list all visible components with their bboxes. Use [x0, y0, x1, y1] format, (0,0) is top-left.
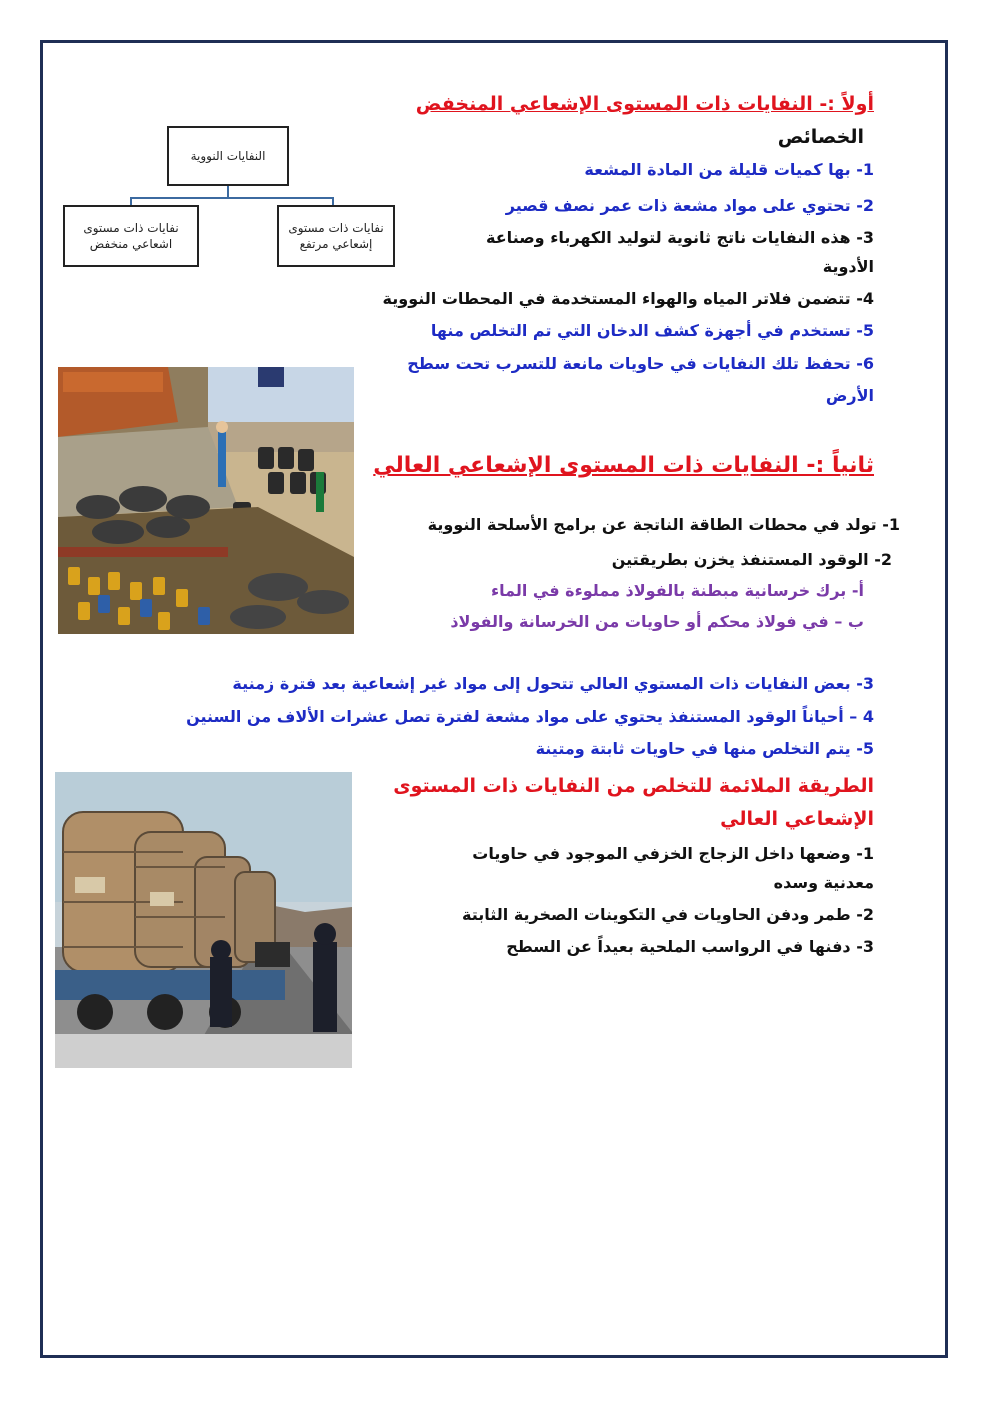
diagram-root-label: النفايات النووية — [190, 149, 266, 163]
section3-item-1: 1- وضعها داخل الزجاج الخزفي الموجود في حاويات — [472, 844, 874, 863]
section1-subtitle: الخصائص — [777, 126, 864, 148]
section2-item-2b: ب – في فولاذ محكم أو حاويات من الخرسانة والفولاذ — [450, 612, 864, 631]
section1-item-5: 5- تستخدم في أجهزة كشف الدخان التي تم التخلص منها — [430, 321, 874, 340]
section3-title-line1: الطريقة الملائمة للتخلص من النفايات ذات المستوى — [393, 775, 874, 797]
section3-item-3: 3- دفنها في الرواسب الملحية بعيداً عن السطح — [506, 937, 874, 956]
waste-disposal-site-illustration — [58, 367, 354, 634]
section3-item-1-cont: معدنية وسده — [773, 873, 874, 892]
section3-title-line2: الإشعاعي العالي — [720, 808, 874, 830]
section1-item-6-cont: الأرض — [825, 386, 874, 405]
section1-item-6: 6- تحفظ تلك النفايات في حاويات مانعة للتسرب تحت سطح — [407, 354, 874, 373]
section1-item-4: 4- تتضمن فلاتر المياه والهواء المستخدمة في المحطات النووية — [382, 289, 874, 308]
diagram-high-level-label: نفايات ذات مستوى إشعاعي مرتفع — [288, 221, 384, 251]
diagram-root-box — [167, 126, 289, 186]
section1-item-1: 1- بها كميات قليلة من المادة المشعة — [584, 160, 874, 179]
section2-item-2a: أ- برك خرسانية مبطنة بالفولاذ مملوءة في الماء — [490, 581, 864, 600]
section2-title: ثانياً :- النفايات ذات المستوى الإشعاعي العالي — [373, 453, 874, 478]
section2-item-1: 1- تولد في محطات الطاقة الناتجة عن برامج الأسلحة النووية — [427, 515, 900, 534]
section2-item-5: 5- يتم التخلص منها في حاويات ثابتة ومتينة — [535, 739, 874, 758]
section2-item-3: 3- بعض النفايات ذات المستوي العالي تتحول إلى مواد غير إشعاعية بعد فترة زمنية — [232, 674, 874, 693]
waste-container-truck-photo — [55, 772, 352, 1068]
section1-title: أولاً :- النفايات ذات المستوى الإشعاعي المنخفض — [415, 93, 874, 115]
section3-item-2: 2- طمر ودفن الحاويات في التكوينات الصخرية الثابتة — [462, 905, 874, 924]
container-truck-illustration — [55, 772, 352, 1068]
diagram-connector-horizontal — [130, 197, 333, 199]
section1-item-2: 2- تحتوي على مواد مشعة ذات عمر نصف قصير — [505, 196, 874, 215]
section2-item-2: 2- الوقود المستنفذ يخزن بطريقتين — [611, 550, 892, 569]
waste-disposal-site-photo — [58, 367, 354, 634]
diagram-low-level-box — [63, 205, 199, 267]
section1-item-3: 3- هذه النفايات ناتج ثانوية لتوليد الكهرباء وصناعة — [486, 228, 874, 247]
diagram-high-level-box — [277, 205, 395, 267]
diagram-low-level-label: نفايات ذات مستوى اشعاعي منخفض — [83, 221, 179, 251]
section1-item-3-cont: الأدوية — [822, 257, 874, 276]
section2-item-4: 4 – أحياناً الوقود المستنفذ يحتوي على مواد مشعة لفترة تصل عشرات الألاف من السنين — [186, 707, 874, 726]
